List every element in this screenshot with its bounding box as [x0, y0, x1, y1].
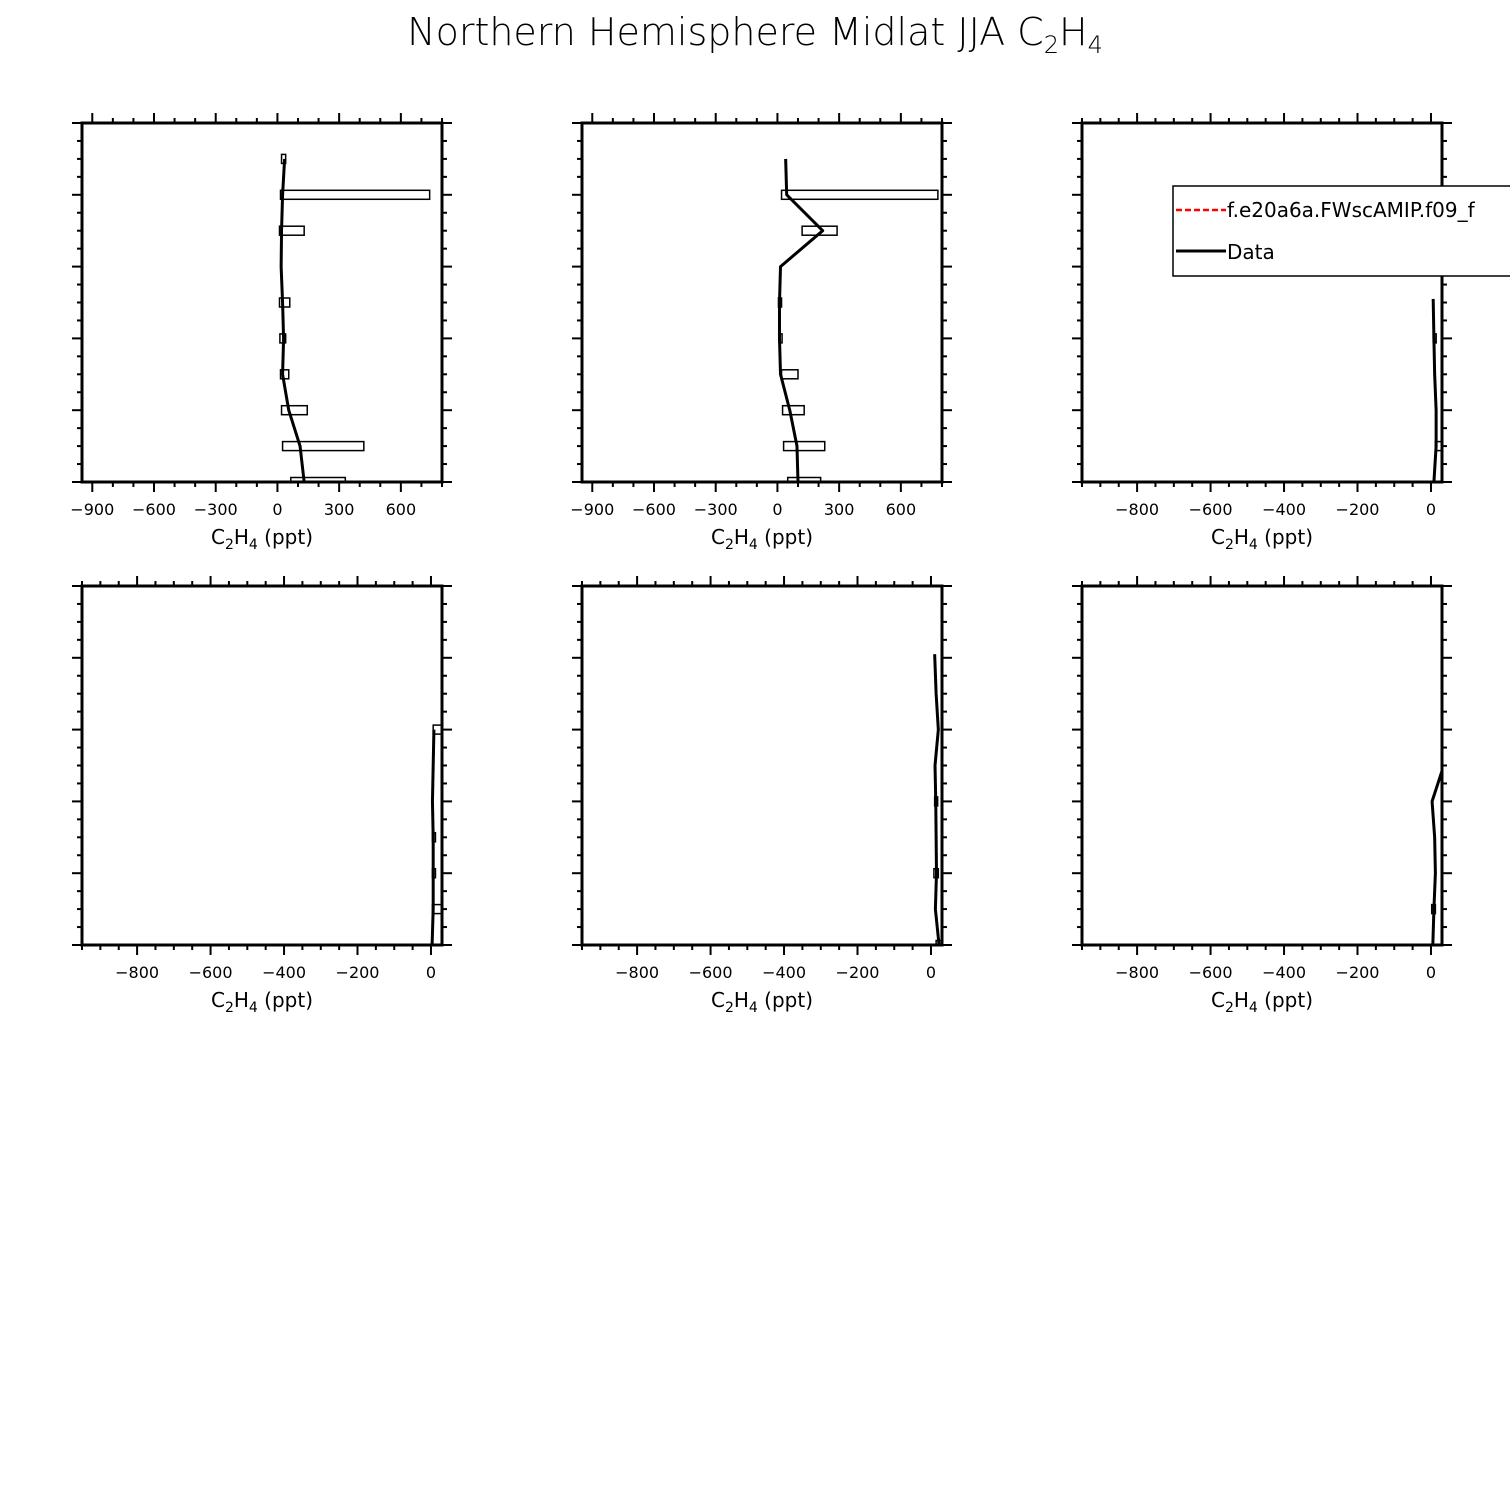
plot-frame	[82, 586, 442, 945]
figure-title: Northern Hemisphere Midlat JJA $C_2H_4$	[407, 10, 1103, 59]
plot-frame	[1082, 123, 1442, 482]
x-tick-label: −600	[1188, 500, 1233, 519]
legend-data-label: Data	[1227, 240, 1275, 264]
x-tick-label: 600	[385, 500, 417, 519]
x-tick-label: −600	[688, 963, 733, 982]
x-tick-label: 0	[425, 963, 437, 982]
series-line-data	[281, 159, 304, 482]
x-tick-label: 300	[823, 500, 855, 519]
range-box	[279, 226, 304, 235]
panel-3	[1072, 113, 1452, 553]
plot-frame	[582, 123, 942, 482]
plot-area	[279, 154, 429, 486]
x-axis-label: $C_2H_4$ (ppt)	[710, 988, 814, 1016]
x-tick-label: −200	[335, 963, 380, 982]
x-tick-label: −600	[1188, 963, 1233, 982]
series-line-data	[779, 159, 822, 482]
legend-model-label: f.e20a6a.FWscAMIP.f09_f	[1227, 198, 1475, 222]
x-tick-label: −300	[193, 500, 238, 519]
x-tick-label: 0	[1425, 963, 1437, 982]
legend	[1173, 186, 1510, 276]
x-tick-label: −600	[188, 963, 233, 982]
x-axis-label: $C_2H_4$ (ppt)	[1210, 988, 1314, 1016]
x-tick-label: 0	[925, 963, 937, 982]
panel-5	[572, 576, 952, 1016]
x-tick-label: −800	[115, 963, 160, 982]
series-line-data	[432, 730, 434, 945]
plot-frame	[582, 586, 942, 945]
range-box	[784, 442, 825, 451]
x-tick-label: −600	[632, 500, 676, 519]
x-axis-label: $C_2H_4$ (ppt)	[710, 525, 814, 553]
panel-4	[72, 576, 452, 1016]
x-axis-label: $C_2H_4$ (ppt)	[210, 525, 314, 553]
panel-6	[1072, 576, 1452, 1016]
range-box	[283, 442, 364, 451]
x-tick-label: −300	[693, 500, 738, 519]
x-tick-label: −400	[1262, 963, 1307, 982]
x-tick-label: 0	[272, 500, 283, 519]
x-tick-label: −400	[762, 963, 807, 982]
x-tick-label: −200	[1335, 500, 1380, 519]
x-axis-label: $C_2H_4$ (ppt)	[210, 988, 314, 1016]
x-tick-label: −200	[835, 963, 880, 982]
x-tick-label: −200	[1335, 963, 1380, 982]
x-axis-label: $C_2H_4$ (ppt)	[1210, 525, 1314, 553]
x-tick-label: −800	[615, 963, 660, 982]
x-tick-label: −900	[70, 500, 115, 519]
plot-frame	[1082, 586, 1442, 945]
x-tick-label: −600	[132, 500, 176, 519]
x-tick-label: −400	[1262, 500, 1307, 519]
range-box	[782, 190, 938, 199]
series-line-data	[1433, 299, 1436, 482]
plot-area	[778, 159, 937, 487]
x-tick-label: 600	[885, 500, 917, 519]
x-tick-label: −800	[1115, 963, 1160, 982]
x-tick-label: 0	[772, 500, 783, 519]
x-tick-label: −800	[1115, 500, 1160, 519]
range-box	[782, 370, 798, 379]
panel-2	[570, 113, 952, 553]
x-tick-label: 300	[323, 500, 355, 519]
x-tick-label: 0	[1425, 500, 1437, 519]
plot-frame	[82, 123, 442, 482]
x-tick-label: −400	[262, 963, 307, 982]
range-box	[282, 406, 308, 415]
x-tick-label: −900	[570, 500, 615, 519]
panel-1	[70, 113, 452, 553]
range-box	[281, 190, 430, 199]
range-box	[783, 406, 805, 415]
